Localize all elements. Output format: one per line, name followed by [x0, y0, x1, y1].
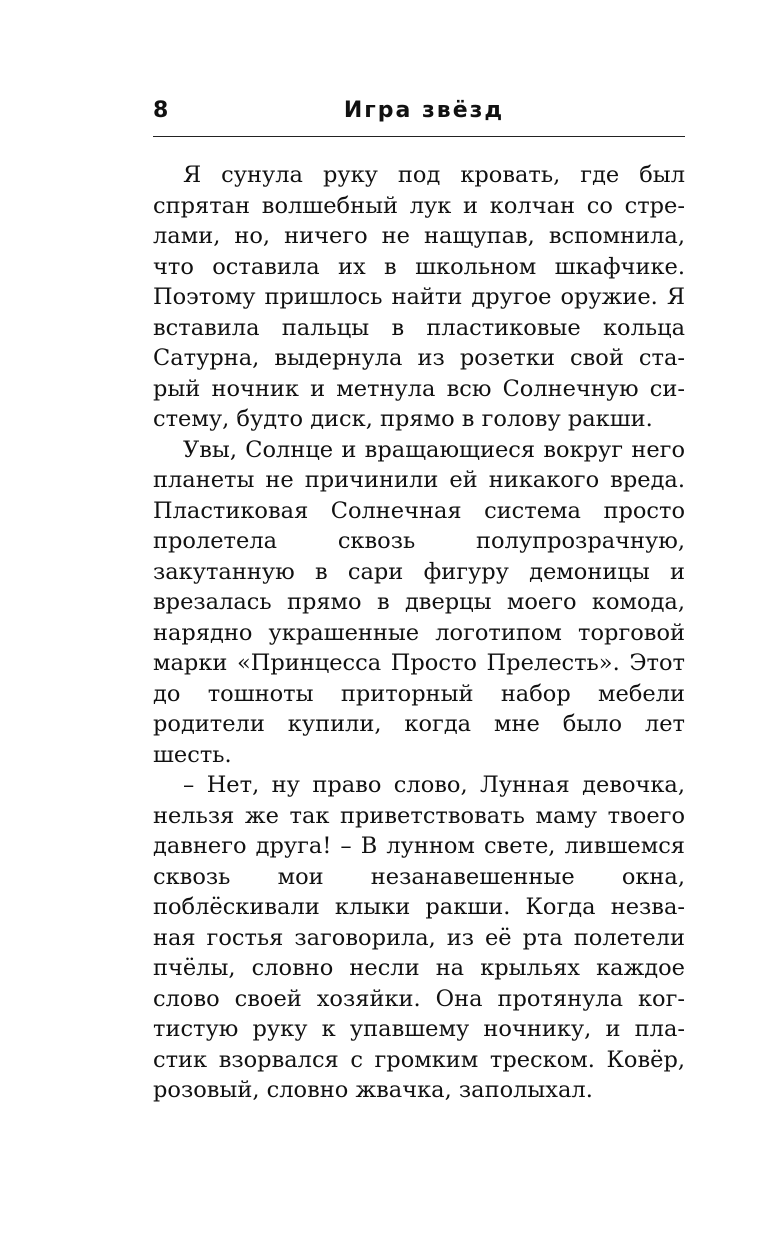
- paragraph: Увы, Солнце и вращающиеся вокруг него планеты не причинили ей никакого вреда. Пластиковая Солнечная система просто пролетела сквозь полупрозрачную, закутанную в сари фигуру демоницы и врезалась прямо в дверцы моего комода, нарядно украшенные логотипом торговой марки «Принцесса Просто Прелесть». Этот до тошноты приторный набор мебели родители купили, когда мне было лет шесть.: [153, 436, 685, 768]
- page-number: 8: [153, 98, 170, 123]
- book-title: Игра звёзд: [343, 98, 505, 123]
- running-head: [153, 96, 685, 137]
- body-text: [153, 160, 685, 1106]
- paragraph: Я сунула руку под кровать, где был спрятан волшебный лук и колчан со стрелами, но, ничего не нащупав, вспомнила, что оставила их в школьном шкафчике. Поэтому пришлось найти другое оружие. Я вставила пальцы в пластиковые кольца Сатурна, выдернула из розетки свой старый ночник и метнула всю Солнечную систему, будто диск, прямо в голову ракши.: [153, 162, 685, 432]
- paragraph: – Нет, ну право слово, Лунная девочка, нельзя же так приветствовать маму твоего давнего друга! – В лунном свете, лившемся сквозь мои незанавешенные окна, поблёскивали клыки ракши. Когда незваная гостья заговорила, из её рта полетели пчёлы, словно несли на крыльях каждое слово своей хозяйки. Она протянула когтистую руку к упавшему ночнику, и пластик взорвался с громким треском. Ковёр, розовый, словно жвачка, заполыхал.: [153, 772, 685, 1103]
